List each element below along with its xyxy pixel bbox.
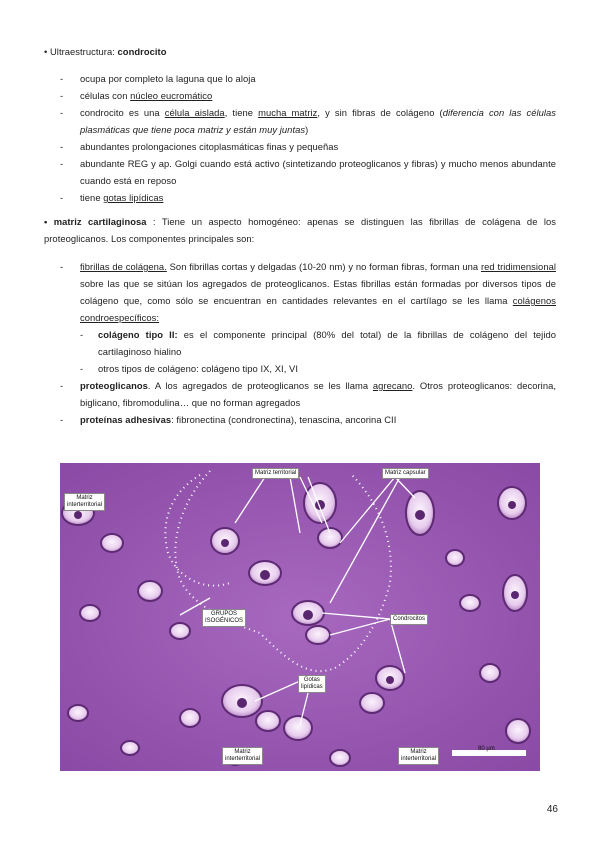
list-item: - tiene gotas lipídicas bbox=[60, 192, 164, 203]
sublist-item-otros: - otros tipos de colágeno: colágeno tipo IX, XI, VI bbox=[80, 363, 298, 374]
list-item: - condrocito es una célula aislada, tiene mucha matriz, y sin fibras de colágeno (diferencia con las células plasmáticas que tiene poca matriz y están muy juntas) bbox=[60, 107, 557, 135]
list-item: - abundantes prolongaciones citoplasmáticas finas y pequeñas bbox=[60, 141, 339, 152]
label-matriz-interterritorial-bl: Matriz interterritorial bbox=[222, 747, 263, 765]
label-matriz-territorial: Matriz territorial bbox=[252, 468, 299, 479]
page-number: 46 bbox=[546, 804, 558, 815]
list-item: - células con núcleo eucromático bbox=[60, 90, 213, 101]
heading-bold: condrocito bbox=[117, 46, 167, 57]
micrograph-image bbox=[60, 463, 540, 771]
heading-prefix: • Ultraestructura: bbox=[44, 46, 118, 57]
label-matriz-interterritorial-tl: Matriz interterritorial bbox=[64, 493, 105, 511]
list-item: - abundante REG y ap. Golgi cuando está activo (sintetizando proteoglicanos y fibras) y mucho menos abundante cuando está en reposo bbox=[60, 158, 556, 186]
matriz-paragraph: • matriz cartilaginosa : Tiene un aspecto homogéneo: apenas se distinguen las fibrillas de colágena de los proteoglicanos. Los componentes principales son: bbox=[44, 216, 556, 244]
label-grupos-isogenicos: GRUPOS ISOGÉNICOS bbox=[202, 609, 246, 627]
list-item-adhesivas: - proteínas adhesivas: fibronectina (condronectina), tenascina, ancorina CII bbox=[60, 414, 397, 425]
label-matriz-interterritorial-br: Matriz interterritorial bbox=[398, 747, 439, 765]
sublist-item-colageno-ii: - colágeno tipo II: es el componente principal (80% del total) de la fibrillas de colágeno del tejido cartilaginoso hialino bbox=[80, 329, 556, 357]
label-matriz-capsular: Matriz capsular bbox=[382, 468, 429, 479]
ultraestructura-heading bbox=[44, 43, 166, 60]
label-condrocitos: Condrocitos bbox=[390, 614, 428, 625]
list-item: - ocupa por completo la laguna que lo aloja bbox=[60, 73, 256, 84]
ultraestructura-list bbox=[60, 70, 556, 206]
label-scale: 80 µm bbox=[478, 746, 495, 752]
cartilage-micrograph bbox=[60, 463, 540, 771]
list-item-fibrillas: - fibrillas de colágena. Son fibrillas cortas y delgadas (10-20 nm) y no forman fibras, forman una red tridimensional sobre las que se sitúan los agregados de proteoglicanos. Estas fibrillas están formadas por diversos tipos de colágeno que, como sólo se encuentran en cantidades relevantes en el cartílago se les llama colágenos condroespecíficos: bbox=[60, 261, 556, 323]
list-item-proteoglicanos: - proteoglicanos. A los agregados de proteoglicanos se les llama agrecano. Otros proteoglicanos: decorina, biglicano, fibromodulina… que no forman agregados bbox=[60, 380, 556, 408]
label-gotas-lipidicas: Gotas lipídicas bbox=[298, 675, 326, 693]
components-list bbox=[60, 258, 556, 428]
